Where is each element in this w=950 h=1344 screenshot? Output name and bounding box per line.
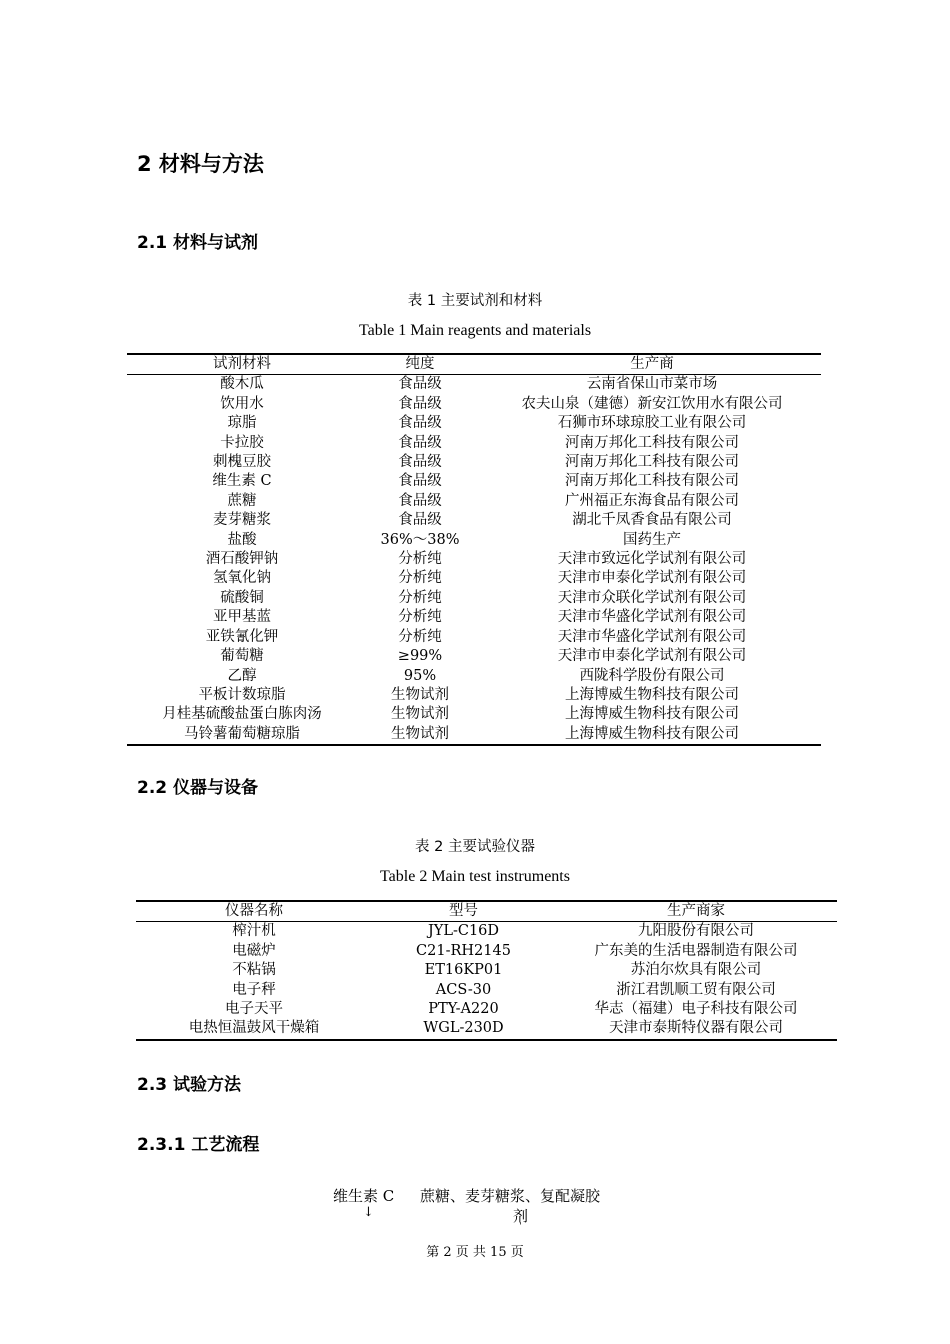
- table-row: [127, 608, 821, 627]
- table-cell: 蔗糖: [227, 492, 257, 509]
- table-cell: 食品级: [398, 434, 442, 451]
- table-row: [127, 453, 821, 472]
- table-cell: 上海博威生物科技有限公司: [565, 686, 739, 703]
- table-cell: 食品级: [398, 395, 442, 412]
- table-cell: 榨汁机: [232, 923, 276, 940]
- table-row: [136, 922, 837, 942]
- table-cell: C21-RH2145: [416, 942, 511, 959]
- table-cell: 电子秤: [232, 981, 276, 998]
- table-cell: 分析纯: [398, 551, 442, 568]
- table-header-row: [127, 354, 821, 375]
- table-cell: 饮用水: [220, 395, 264, 412]
- section-heading-2-1: 2.1 材料与试剂: [137, 233, 259, 253]
- table-row: [127, 472, 821, 491]
- table-cell: 月桂基硫酸盐蛋白胨肉汤: [162, 706, 322, 723]
- flow-vitamin-c-label: 维生素 C: [333, 1187, 395, 1205]
- section-heading-2-3: 2.3 试验方法: [137, 1075, 242, 1095]
- table-row: [127, 569, 821, 588]
- table-cell: 分析纯: [398, 589, 442, 606]
- table-cell: 盐酸: [227, 531, 257, 548]
- table-row: [136, 981, 837, 1000]
- table-row: [127, 589, 821, 608]
- table-cell: 河南万邦化工科技有限公司: [565, 473, 739, 490]
- table-cell: 国药生产: [623, 531, 681, 548]
- table-cell: 乙醇: [227, 667, 257, 684]
- table-cell: 华志（福建）电子科技有限公司: [594, 1001, 798, 1018]
- table-cell: 电子天平: [225, 1001, 283, 1018]
- table-row: [127, 434, 821, 453]
- column-header: 生产商: [483, 354, 821, 375]
- table-cell: 麦芽糖浆: [213, 512, 271, 529]
- table-cell: 分析纯: [398, 628, 442, 645]
- table-cell: 生物试剂: [357, 725, 483, 745]
- table-cell: 上海博威生物科技有限公司: [483, 725, 821, 745]
- table-cell: 天津市泰斯特仪器有限公司: [555, 1019, 837, 1039]
- table-cell: 生物试剂: [391, 706, 449, 723]
- flow-tick-mark: ˈ: [519, 1222, 522, 1233]
- table-cell: 硫酸铜: [220, 589, 264, 606]
- table-cell: 电磁炉: [232, 942, 276, 959]
- table-cell: ACS-30: [435, 981, 492, 998]
- instruments-table: [136, 900, 837, 1041]
- section-heading-2: 2 材料与方法: [137, 152, 264, 176]
- table1-caption-en: Table 1 Main reagents and materials: [358, 322, 592, 339]
- table-cell: 95%: [403, 667, 437, 684]
- table-cell: 刺槐豆胶: [213, 454, 271, 471]
- column-header: 试剂材料: [127, 354, 357, 375]
- table-cell: 广州福正东海食品有限公司: [565, 492, 739, 509]
- table2-caption-en: Table 2 Main test instruments: [380, 868, 570, 885]
- table-cell: 天津市申泰化学试剂有限公司: [557, 648, 747, 665]
- table-cell: ≥99%: [397, 648, 443, 665]
- table-row: [127, 667, 821, 686]
- table-cell: 上海博威生物科技有限公司: [565, 706, 739, 723]
- table-cell: 氢氧化钠: [213, 570, 271, 587]
- flow-sugar-label: 蔗糖、麦芽糖浆、复配凝胶: [420, 1187, 601, 1205]
- table-cell: 酸木瓜: [220, 376, 264, 393]
- table-row: [136, 942, 837, 961]
- table-row: [127, 628, 821, 647]
- down-arrow-icon: ↓: [363, 1205, 374, 1220]
- table-cell: PTY-A220: [428, 1001, 499, 1018]
- table-cell: 广东美的生活电器制造有限公司: [594, 942, 798, 959]
- table-row: [127, 511, 821, 530]
- table-cell: 天津市申泰化学试剂有限公司: [557, 570, 747, 587]
- table-cell: 浙江君凯顺工贸有限公司: [616, 981, 776, 998]
- section-heading-2-3-1: 2.3.1 工艺流程: [137, 1135, 260, 1155]
- table-cell: 食品级: [398, 415, 442, 432]
- table-cell: ET16KP01: [424, 962, 503, 979]
- table-cell: 食品级: [398, 512, 442, 529]
- table-row: [127, 395, 821, 414]
- table-cell: 琼脂: [227, 415, 257, 432]
- table-cell: 食品级: [398, 454, 442, 471]
- table-cell: JYL-C16D: [427, 923, 500, 940]
- table-cell: 石狮市环球琼胶工业有限公司: [557, 415, 747, 432]
- table-cell: 天津市众联化学试剂有限公司: [557, 589, 747, 606]
- reagents-table: [127, 353, 821, 746]
- table1-caption-cn: 表 1 主要试剂和材料: [407, 293, 543, 309]
- table-cell: 分析纯: [398, 570, 442, 587]
- column-header: 纯度: [357, 354, 483, 375]
- table-cell: 亚甲基蓝: [213, 609, 271, 626]
- table-cell: 酒石酸钾钠: [205, 551, 279, 568]
- table-row: [127, 647, 821, 666]
- table-cell: WGL-230D: [372, 1019, 555, 1039]
- table-cell: 马铃薯葡萄糖琼脂: [127, 725, 357, 745]
- table-cell: 葡萄糖: [220, 648, 264, 665]
- table-cell: 生物试剂: [391, 686, 449, 703]
- table-row: [127, 705, 821, 724]
- column-header: 型号: [372, 901, 555, 922]
- table-cell: 分析纯: [398, 609, 442, 626]
- table-cell: 河南万邦化工科技有限公司: [565, 434, 739, 451]
- table-cell: 食品级: [398, 473, 442, 490]
- table-row: [127, 531, 821, 550]
- table-row: [127, 686, 821, 705]
- table-cell: 食品级: [398, 492, 442, 509]
- table-cell: 36%～38%: [380, 531, 460, 548]
- table-cell: 天津市华盛化学试剂有限公司: [557, 628, 747, 645]
- table-cell: 天津市华盛化学试剂有限公司: [557, 609, 747, 626]
- table-cell: 天津市致远化学试剂有限公司: [557, 551, 747, 568]
- table-row: [127, 375, 821, 395]
- column-header: 生产商家: [555, 901, 837, 922]
- table-cell: 不粘锅: [232, 962, 276, 979]
- table2-caption-cn: 表 2 主要试验仪器: [415, 839, 535, 855]
- section-heading-2-2: 2.2 仪器与设备: [137, 778, 259, 798]
- table-row: [127, 492, 821, 511]
- page-footer: 第 2 页 共 15 页: [426, 1245, 524, 1260]
- table-row: [127, 550, 821, 569]
- table-row: [127, 725, 821, 745]
- table-row: [127, 414, 821, 433]
- table-cell: 湖北千凤香食品有限公司: [572, 512, 732, 529]
- table-cell: 农夫山泉（建德）新安江饮用水有限公司: [521, 395, 783, 412]
- column-header: 仪器名称: [136, 901, 372, 922]
- table-cell: 苏泊尔炊具有限公司: [630, 962, 762, 979]
- table-cell: 卡拉胶: [220, 434, 264, 451]
- table-row: [136, 1000, 837, 1019]
- table-cell: 河南万邦化工科技有限公司: [565, 454, 739, 471]
- table-row: [136, 961, 837, 980]
- table-cell: 电热恒温鼓风干燥箱: [136, 1019, 372, 1039]
- table-header-row: [136, 901, 837, 922]
- table-cell: 西陇科学股份有限公司: [579, 667, 725, 684]
- table-cell: 平板计数琼脂: [198, 686, 286, 703]
- table-cell: 云南省保山市菜市场: [586, 376, 718, 393]
- table-cell: 维生素 C: [212, 473, 272, 490]
- table-cell: 亚铁氰化钾: [205, 628, 279, 645]
- flow-sugar-label-cont: 剂: [513, 1207, 529, 1225]
- table-row: [136, 1019, 837, 1039]
- table-cell: 九阳股份有限公司: [638, 923, 754, 940]
- table-cell: 食品级: [398, 376, 442, 393]
